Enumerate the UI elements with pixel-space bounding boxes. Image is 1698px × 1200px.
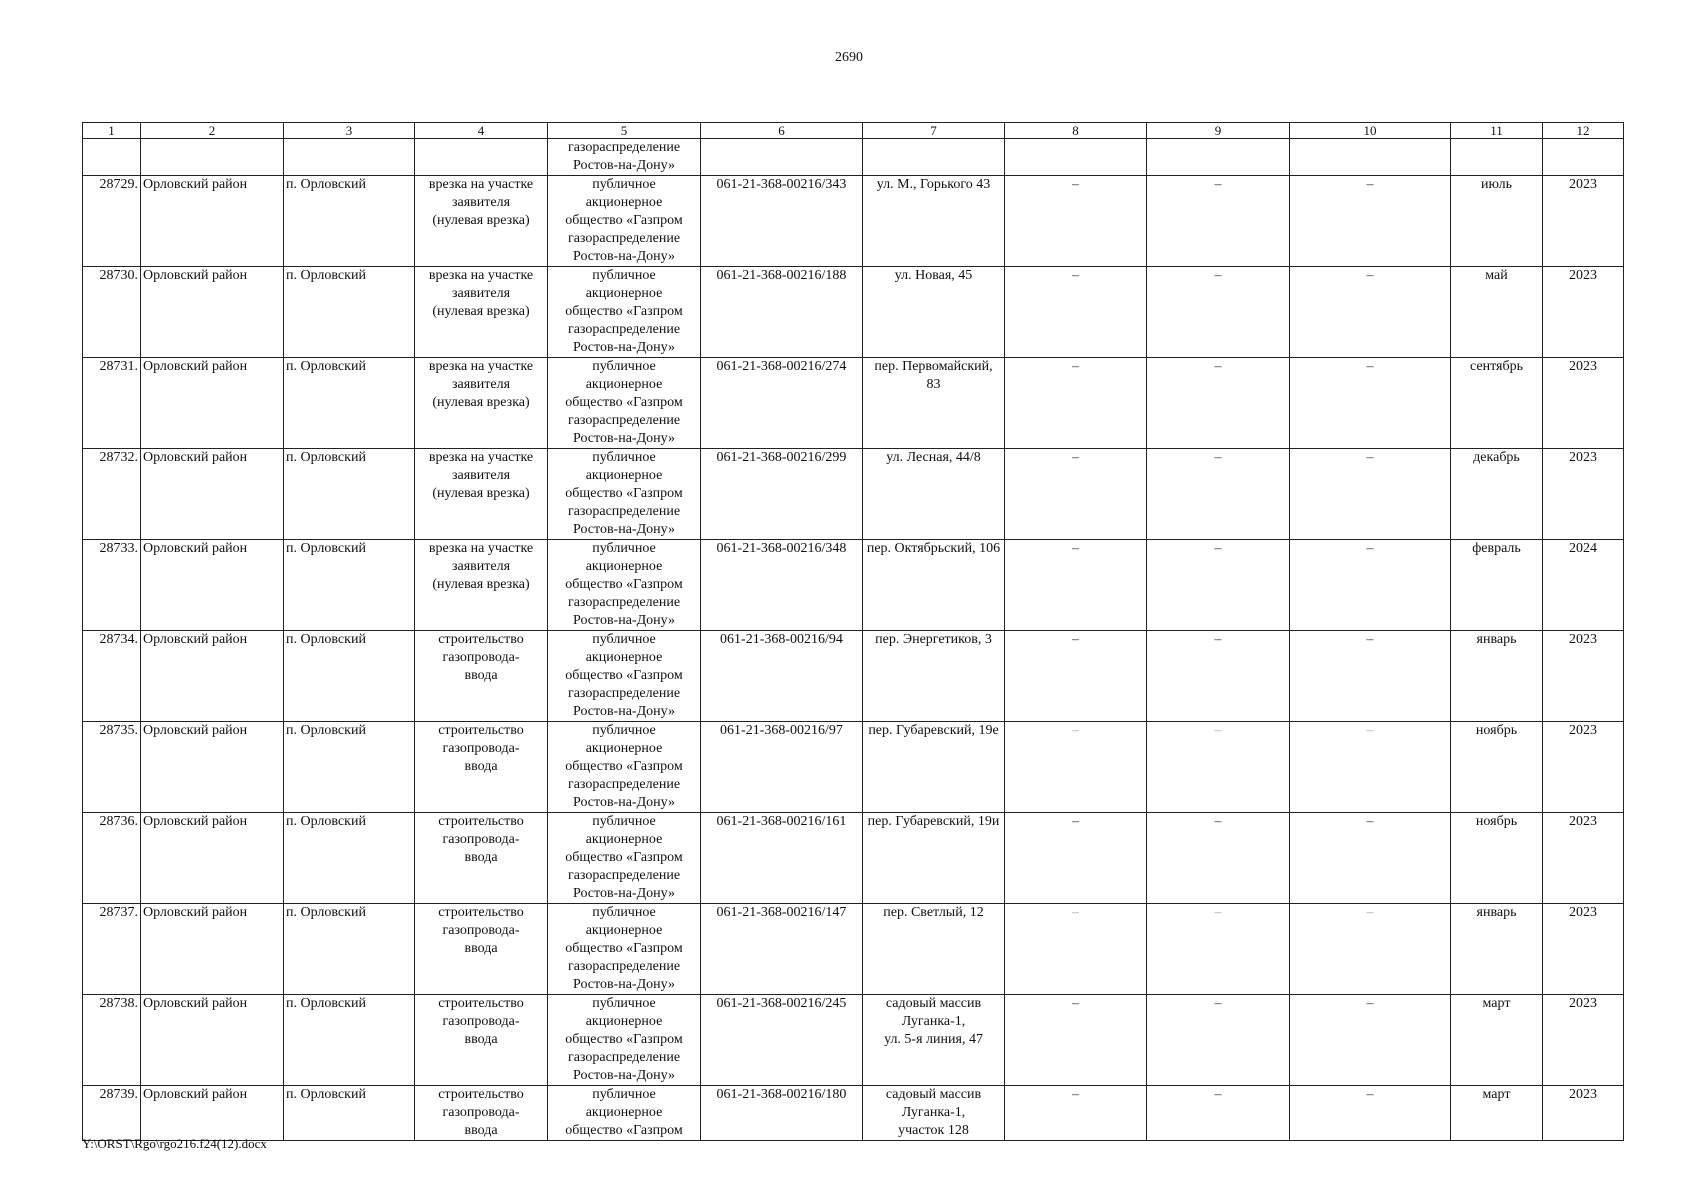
col10-cell: –	[1290, 631, 1451, 722]
month-cell: январь	[1451, 904, 1543, 995]
year-cell: 2023	[1543, 1086, 1624, 1141]
col10-cell: –	[1290, 176, 1451, 267]
work-type-cell: строительство газопровода- ввода	[415, 631, 548, 722]
col10-cell: –	[1290, 1086, 1451, 1141]
address-cell: садовый массив Луганка-1, ул. 5-я линия, 47	[863, 995, 1005, 1086]
settlement-cell: п. Орловский	[284, 449, 415, 540]
settlement-cell: п. Орловский	[284, 631, 415, 722]
col10-cell: –	[1290, 995, 1451, 1086]
district-cell: Орловский район	[141, 813, 284, 904]
work-type-cell: врезка на участке заявителя (нулевая врезка)	[415, 358, 548, 449]
month-cell: февраль	[1451, 540, 1543, 631]
month-cell: сентябрь	[1451, 358, 1543, 449]
col8-cell: –	[1005, 1086, 1147, 1141]
settlement-cell: п. Орловский	[284, 176, 415, 267]
col9-cell: –	[1147, 358, 1290, 449]
register-table	[82, 122, 1624, 1141]
file-path-footer: Y:\ORST\Rgo\rgo216.f24(12).docx	[82, 1136, 267, 1151]
table-row	[83, 904, 1624, 995]
work-type-cell: врезка на участке заявителя (нулевая врезка)	[415, 449, 548, 540]
settlement-cell: п. Орловский	[284, 995, 415, 1086]
district-cell: Орловский район	[141, 1086, 284, 1141]
column-header: 8	[1005, 123, 1147, 139]
column-header-row	[83, 123, 1624, 139]
organization-cell: публичное акционерное общество «Газпром газораспределение Ростов-на-Дону»	[548, 267, 701, 358]
row-number: 28729.	[83, 176, 141, 267]
col9-cell: –	[1147, 1086, 1290, 1141]
district-cell: Орловский район	[141, 267, 284, 358]
code-cell: 061-21-368-00216/343	[701, 176, 863, 267]
organization-cell: газораспределение Ростов-на-Дону»	[548, 139, 701, 176]
column-header: 1	[83, 123, 141, 139]
district-cell: Орловский район	[141, 449, 284, 540]
code-cell: 061-21-368-00216/147	[701, 904, 863, 995]
row-number: 28739.	[83, 1086, 141, 1141]
table-row	[83, 176, 1624, 267]
settlement-cell: п. Орловский	[284, 540, 415, 631]
col9-cell: –	[1147, 904, 1290, 995]
district-cell: Орловский район	[141, 722, 284, 813]
month-cell: ноябрь	[1451, 722, 1543, 813]
settlement-cell: п. Орловский	[284, 267, 415, 358]
month-cell: декабрь	[1451, 449, 1543, 540]
address-cell: ул. М., Горького 43	[863, 176, 1005, 267]
col10-cell: –	[1290, 722, 1451, 813]
settlement-cell: п. Орловский	[284, 358, 415, 449]
organization-cell: публичное акционерное общество «Газпром газораспределение Ростов-на-Дону»	[548, 449, 701, 540]
col8-cell: –	[1005, 358, 1147, 449]
organization-cell: публичное акционерное общество «Газпром газораспределение Ростов-на-Дону»	[548, 813, 701, 904]
col10-cell: –	[1290, 904, 1451, 995]
page-number: 2690	[835, 50, 863, 65]
code-cell: 061-21-368-00216/94	[701, 631, 863, 722]
code-cell: 061-21-368-00216/348	[701, 540, 863, 631]
district-cell: Орловский район	[141, 176, 284, 267]
row-number: 28730.	[83, 267, 141, 358]
address-cell: садовый массив Луганка-1, участок 128	[863, 1086, 1005, 1141]
work-type-cell: строительство газопровода- ввода	[415, 995, 548, 1086]
code-cell: 061-21-368-00216/180	[701, 1086, 863, 1141]
col9-cell: –	[1147, 995, 1290, 1086]
organization-cell: публичное акционерное общество «Газпром газораспределение Ростов-на-Дону»	[548, 540, 701, 631]
month-cell: март	[1451, 1086, 1543, 1141]
col8-cell: –	[1005, 449, 1147, 540]
address-cell: пер. Первомайский, 83	[863, 358, 1005, 449]
month-cell: июль	[1451, 176, 1543, 267]
column-header: 4	[415, 123, 548, 139]
col10-cell: –	[1290, 449, 1451, 540]
organization-cell: публичное акционерное общество «Газпром газораспределение Ростов-на-Дону»	[548, 631, 701, 722]
settlement-cell: п. Орловский	[284, 1086, 415, 1141]
col9-cell: –	[1147, 813, 1290, 904]
row-number: 28732.	[83, 449, 141, 540]
col8-cell: –	[1005, 267, 1147, 358]
settlement-cell: п. Орловский	[284, 904, 415, 995]
work-type-cell: врезка на участке заявителя (нулевая врезка)	[415, 267, 548, 358]
year-cell: 2023	[1543, 267, 1624, 358]
work-type-cell: врезка на участке заявителя (нулевая врезка)	[415, 540, 548, 631]
work-type-cell: строительство газопровода- ввода	[415, 722, 548, 813]
table-row	[83, 813, 1624, 904]
table-row	[83, 995, 1624, 1086]
col9-cell: –	[1147, 722, 1290, 813]
table-row	[83, 358, 1624, 449]
code-cell: 061-21-368-00216/161	[701, 813, 863, 904]
row-number: 28735.	[83, 722, 141, 813]
organization-cell: публичное акционерное общество «Газпром газораспределение Ростов-на-Дону»	[548, 904, 701, 995]
row-number: 28736.	[83, 813, 141, 904]
col8-cell: –	[1005, 722, 1147, 813]
table-row	[83, 1086, 1624, 1141]
col9-cell: –	[1147, 631, 1290, 722]
code-cell: 061-21-368-00216/245	[701, 995, 863, 1086]
col8-cell: –	[1005, 176, 1147, 267]
table-row	[83, 267, 1624, 358]
district-cell: Орловский район	[141, 904, 284, 995]
month-cell: март	[1451, 995, 1543, 1086]
year-cell: 2023	[1543, 722, 1624, 813]
col8-cell: –	[1005, 540, 1147, 631]
month-cell: январь	[1451, 631, 1543, 722]
column-header: 7	[863, 123, 1005, 139]
work-type-cell: врезка на участке заявителя (нулевая врезка)	[415, 176, 548, 267]
column-header: 5	[548, 123, 701, 139]
column-header: 9	[1147, 123, 1290, 139]
year-cell: 2023	[1543, 358, 1624, 449]
district-cell: Орловский район	[141, 995, 284, 1086]
year-cell: 2024	[1543, 540, 1624, 631]
col8-cell: –	[1005, 904, 1147, 995]
col8-cell: –	[1005, 813, 1147, 904]
month-cell: май	[1451, 267, 1543, 358]
col10-cell: –	[1290, 267, 1451, 358]
table-row	[83, 449, 1624, 540]
work-type-cell: строительство газопровода- ввода	[415, 1086, 548, 1141]
year-cell: 2023	[1543, 904, 1624, 995]
address-cell: пер. Октябрьский, 106	[863, 540, 1005, 631]
col9-cell: –	[1147, 449, 1290, 540]
month-cell: ноябрь	[1451, 813, 1543, 904]
district-cell: Орловский район	[141, 358, 284, 449]
organization-cell: публичное акционерное общество «Газпром газораспределение Ростов-на-Дону»	[548, 722, 701, 813]
col9-cell: –	[1147, 176, 1290, 267]
col8-cell: –	[1005, 995, 1147, 1086]
code-cell: 061-21-368-00216/97	[701, 722, 863, 813]
organization-cell: публичное акционерное общество «Газпром газораспределение Ростов-на-Дону»	[548, 995, 701, 1086]
district-cell: Орловский район	[141, 631, 284, 722]
row-number: 28734.	[83, 631, 141, 722]
address-cell: пер. Энергетиков, 3	[863, 631, 1005, 722]
col8-cell: –	[1005, 631, 1147, 722]
year-cell: 2023	[1543, 813, 1624, 904]
col9-cell: –	[1147, 540, 1290, 631]
row-number: 28737.	[83, 904, 141, 995]
code-cell: 061-21-368-00216/188	[701, 267, 863, 358]
address-cell: пер. Губаревский, 19е	[863, 722, 1005, 813]
col10-cell: –	[1290, 358, 1451, 449]
table-row	[83, 722, 1624, 813]
row-number: 28738.	[83, 995, 141, 1086]
column-header: 2	[141, 123, 284, 139]
year-cell: 2023	[1543, 631, 1624, 722]
column-header: 3	[284, 123, 415, 139]
column-header: 10	[1290, 123, 1451, 139]
year-cell: 2023	[1543, 995, 1624, 1086]
year-cell: 2023	[1543, 176, 1624, 267]
code-cell: 061-21-368-00216/299	[701, 449, 863, 540]
col10-cell: –	[1290, 540, 1451, 631]
settlement-cell: п. Орловский	[284, 813, 415, 904]
row-number: 28733.	[83, 540, 141, 631]
column-header: 11	[1451, 123, 1543, 139]
table-row	[83, 631, 1624, 722]
column-header: 12	[1543, 123, 1624, 139]
col10-cell: –	[1290, 813, 1451, 904]
column-header: 6	[701, 123, 863, 139]
year-cell: 2023	[1543, 449, 1624, 540]
organization-cell: публичное акционерное общество «Газпром	[548, 1086, 701, 1141]
continued-row	[83, 139, 1624, 176]
organization-cell: публичное акционерное общество «Газпром газораспределение Ростов-на-Дону»	[548, 176, 701, 267]
code-cell: 061-21-368-00216/274	[701, 358, 863, 449]
work-type-cell: строительство газопровода- ввода	[415, 904, 548, 995]
col9-cell: –	[1147, 267, 1290, 358]
work-type-cell: строительство газопровода- ввода	[415, 813, 548, 904]
row-number: 28731.	[83, 358, 141, 449]
district-cell: Орловский район	[141, 540, 284, 631]
table-row	[83, 540, 1624, 631]
address-cell: ул. Лесная, 44/8	[863, 449, 1005, 540]
settlement-cell: п. Орловский	[284, 722, 415, 813]
address-cell: пер. Губаревский, 19и	[863, 813, 1005, 904]
address-cell: пер. Светлый, 12	[863, 904, 1005, 995]
organization-cell: публичное акционерное общество «Газпром газораспределение Ростов-на-Дону»	[548, 358, 701, 449]
address-cell: ул. Новая, 45	[863, 267, 1005, 358]
